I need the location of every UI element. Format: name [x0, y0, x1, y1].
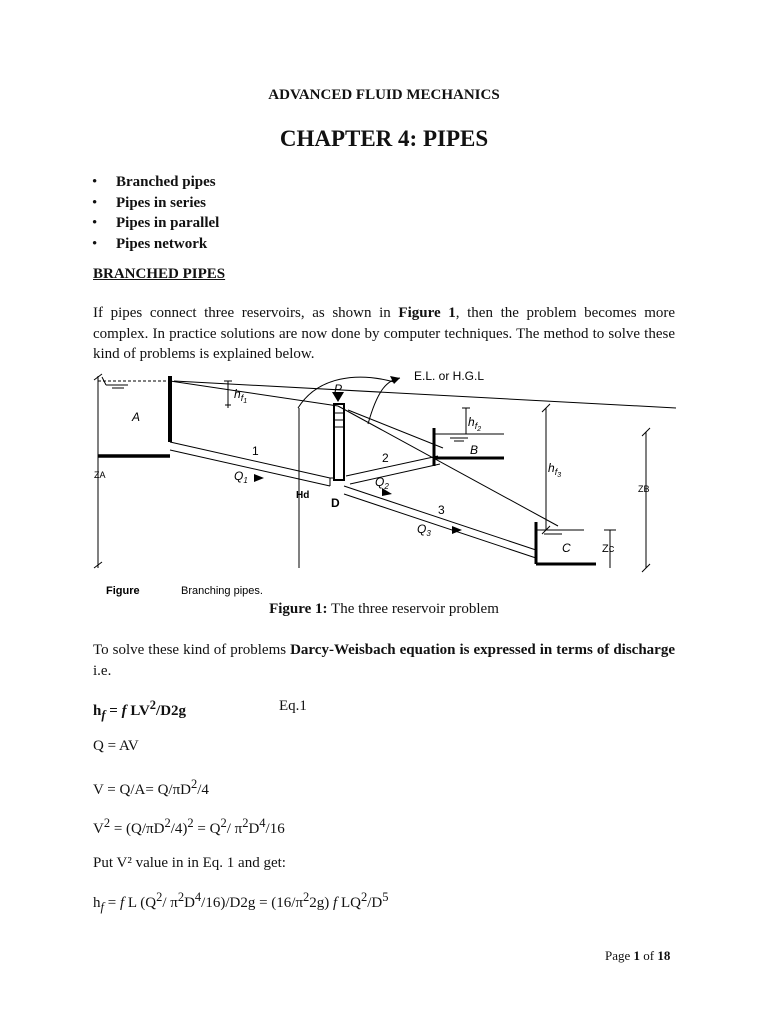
reservoir-b-label: B — [470, 443, 479, 457]
reservoir-c-label: C — [562, 541, 571, 555]
za-label: ZA — [94, 470, 106, 480]
zb-label: ZB — [638, 484, 650, 494]
zc-label: Zc — [602, 543, 615, 555]
equation-continuity: Q = AV — [93, 738, 139, 754]
equation-darcy: $h_f = f$ $LV^2/D2g$ — [93, 698, 187, 722]
bullet-icon: • — [92, 235, 98, 252]
pipe-1-label: 1 — [252, 444, 259, 458]
el-hgl-label: E.L. or H.G.L — [414, 369, 485, 383]
equation-headloss-discharge: $h_f = f$ L ($Q^2/$ $\pi^2D^4/16)/D2g = (16/\pi^22g)$ f $LQ^2/D^5$ — [93, 890, 389, 914]
course-title: ADVANCED FLUID MECHANICS — [268, 87, 500, 103]
figure-caption: Figure 1: The three reservoir problem — [269, 601, 499, 617]
equation-velocity-squared: $V^2 = (Q/\pi D^2/4)^2 = Q^2/$ $\pi^2D^4/16$ — [93, 816, 285, 837]
q1-label: $Q_1$ — [234, 469, 248, 485]
figure-word-label: Figure — [106, 585, 140, 597]
q2-label: $Q_2$ — [375, 475, 389, 491]
page-number: Page 1 of 18 — [605, 948, 671, 963]
chapter-title: CHAPTER 4: PIPES — [279, 126, 489, 151]
intro-paragraph: If pipes connect three reservoirs, as shown in Figure 1, then the problem becomes more complex. In practice solutions are now done by computer techniques. The method to solve these kind of problems is explained below. — [93, 305, 676, 363]
pipe-3-label: 3 — [438, 503, 445, 517]
hf2-label: $h_f2$ — [468, 415, 482, 433]
hf1-label: $h_f1$ — [234, 387, 248, 405]
section-heading: BRANCHED PIPES — [93, 266, 226, 282]
reservoir-a-label: A — [132, 410, 141, 424]
bullet-icon: • — [92, 194, 98, 211]
pipe-2-label: 2 — [382, 451, 389, 465]
list-item: • Pipes in series — [92, 194, 206, 211]
solve-paragraph: To solve these kind of problems Darcy-Weisbach equation is expressed in terms of discharge i.e. — [93, 642, 675, 679]
bullet-icon: • — [92, 174, 98, 190]
list-item: • Branched pipes — [92, 174, 216, 190]
list-item: • Pipes network — [92, 235, 208, 252]
q3-label: $Q_3$ — [417, 522, 431, 538]
figure-desc-label: Branching pipes. — [181, 585, 263, 597]
equation-1-ref: Eq.1 — [279, 698, 307, 714]
topics-list — [92, 174, 219, 256]
junction-d-label: D — [331, 496, 340, 510]
hf3-label: $h_f3$ — [548, 461, 562, 479]
equation-velocity: $V = Q/A= Q/\pi D^2/4$ — [93, 777, 209, 798]
bullet-icon: • — [92, 215, 98, 231]
hd-label: Hd — [296, 490, 310, 501]
list-item: • Pipes in parallel — [92, 215, 220, 231]
put-value-text: Put V² value in in Eq. 1 and get: — [93, 855, 286, 871]
point-p-label: P — [334, 382, 343, 396]
branching-pipes-figure — [88, 368, 678, 600]
